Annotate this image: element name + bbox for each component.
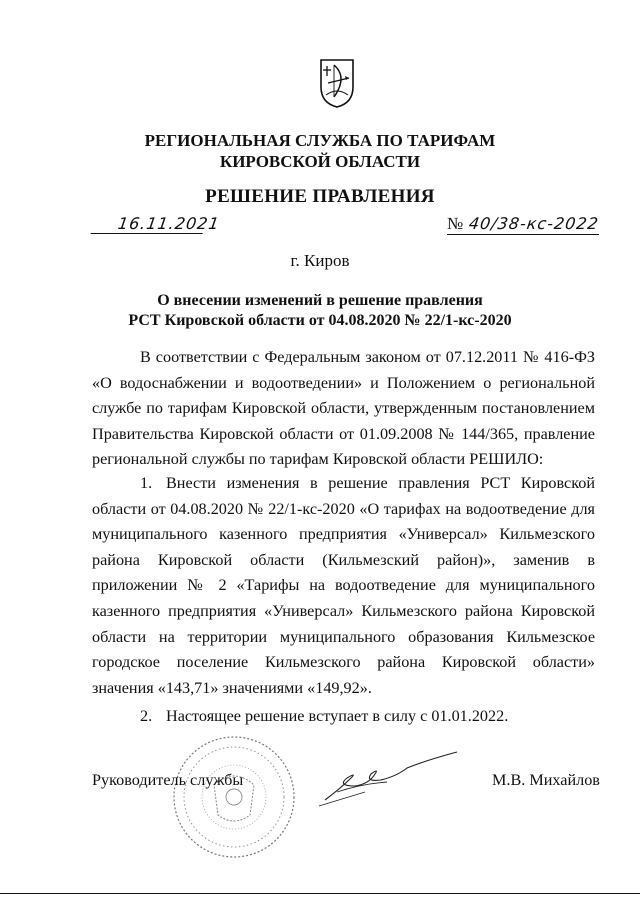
number-sign: № [447,214,464,233]
subject-line2: РСТ Кировской области от 04.08.2020 № 22/1-кс-2020 [128,312,512,329]
coat-of-arms-icon [318,57,356,109]
item-1-paragraph [92,471,595,701]
document-number-field [447,214,599,235]
signatory-position: Руководитель службы [92,771,244,789]
item-2-number: 2. [140,707,153,725]
org-name-line2: КИРОВСКОЙ ОБЛАСТИ [219,152,421,171]
item-1-text: Внести изменения в решение правления РСТ Кировской области от 04.08.2020 № 22/1-кс-2020 «О тарифах на водоотведение для муниципального казенного предприятия «Универсал» Кильмезского района Кировской области (Кильмезский район)», заменив в приложении № 2 «Тарифы на водоотведение для муниципального казенного предприятия «Универсал» Кильмезского района Кировской области на территории муниципального образования Кильмезское городское поселение Кильмезского района Кировской области» значения «143,71» значениями «149,92». [92,474,595,697]
org-name-line1: РЕГИОНАЛЬНАЯ СЛУЖБА ПО ТАРИФАМ [144,131,496,150]
signatory-name: М.В. Михайлов [492,771,600,789]
item-1-number: 1. [140,474,153,492]
document-title: РЕШЕНИЕ ПРАВЛЕНИЯ [205,186,435,207]
bottom-divider [0,893,640,894]
city-name: г. Киров [290,251,350,270]
official-seal-stamp [170,733,298,861]
document-number: 40/38-кс-2022 [467,214,601,233]
item-2-paragraph [92,704,595,730]
item-2-text: Настоящее решение вступает в силу с 01.01.2022. [166,707,509,725]
preamble-paragraph: В соответствии с Федеральным законом от 07.12.2011 № 416-ФЗ «О водоснабжении и водоотведении» и Положением о региональной службе по тарифам Кировской области, утвержденным постановлением Правительства Кировской области от 01.09.2008 № 144/365, правление региональной службы по тарифам Кировской области РЕШИЛО: [92,348,595,469]
handwritten-signature [315,748,465,810]
subject-line1: О внесении изменений в решение правления [157,292,483,309]
document-date: 16.11.2021 [91,214,206,234]
